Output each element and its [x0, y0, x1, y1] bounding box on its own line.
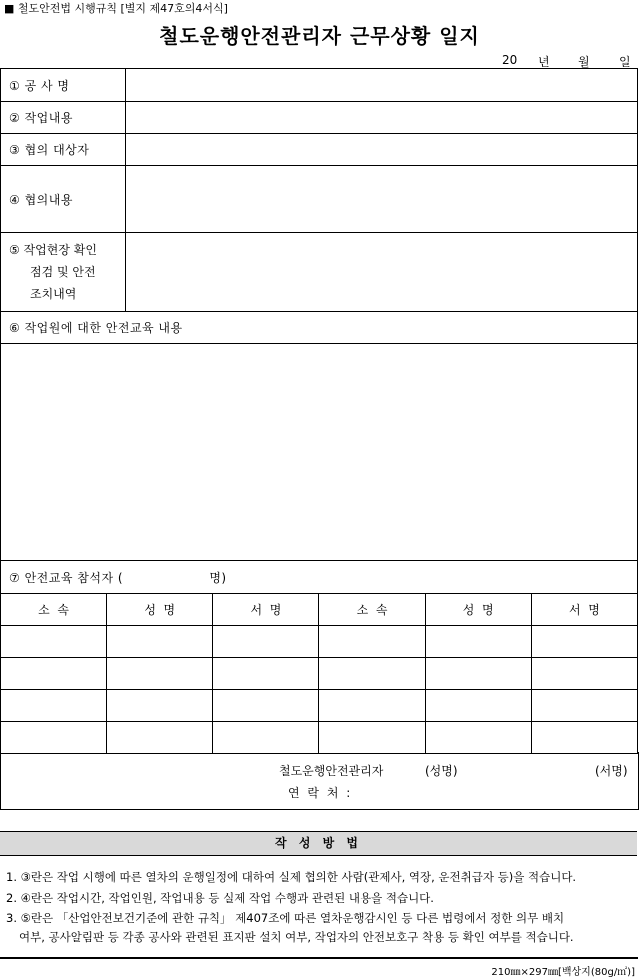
note-2: 2. ④란은 작업시간, 작업인원, 작업내용 등 실제 작업 수행과 관련된 내용을 적습니다.: [6, 891, 434, 905]
attendee-cell[interactable]: [107, 626, 213, 658]
col-sign-1: 서 명: [213, 594, 319, 626]
attendee-header-row: [1, 594, 638, 626]
attendee-cell[interactable]: [1, 626, 107, 658]
row-project-name: [1, 69, 638, 102]
note-3: 3. ⑤란은 「산업안전보건기준에 관한 규칙」 제407조에 따른 열차운행감시인 등 다른 법령에서 정한 의무 배치: [6, 911, 565, 925]
contact-label[interactable]: 연 락 처 :: [288, 786, 353, 800]
safety-edu-field[interactable]: [1, 344, 638, 561]
date-line: [0, 53, 639, 67]
attendee-cell[interactable]: [531, 658, 637, 690]
row-site-check: [1, 233, 638, 312]
attendee-cell[interactable]: [531, 626, 637, 658]
attendee-cell[interactable]: [319, 626, 425, 658]
attendee-cell[interactable]: [1, 722, 107, 754]
attendee-cell[interactable]: [425, 658, 531, 690]
attendee-cell[interactable]: [213, 722, 319, 754]
writing-method-title: 작 성 방 법: [0, 831, 637, 856]
col-affiliation-1: 소 속: [1, 594, 107, 626]
attendee-table: [0, 593, 638, 754]
consult-target-field[interactable]: [126, 134, 638, 166]
site-check-label-line3: 조치내역: [30, 287, 77, 301]
site-check-field[interactable]: [126, 233, 638, 312]
page-title: 철도운행안전관리자 근무상황 일지: [159, 24, 480, 48]
attendee-row: [1, 658, 638, 690]
safety-edu-label: ⑥ 작업원에 대한 안전교육 내용: [1, 312, 638, 344]
date-day-label: 일: [619, 55, 631, 69]
attendee-cell[interactable]: [531, 722, 637, 754]
project-name-label: ① 공 사 명: [1, 69, 126, 102]
attendee-row: [1, 626, 638, 658]
work-content-field[interactable]: [126, 102, 638, 134]
attendee-cell[interactable]: [319, 722, 425, 754]
date-month-label: 월: [578, 55, 590, 69]
attendee-cell[interactable]: [107, 690, 213, 722]
attendee-row: [1, 690, 638, 722]
date-year-prefix: 20: [502, 53, 518, 67]
manager-label: 철도운행안전관리자: [279, 764, 384, 778]
row-consult-target: [1, 134, 638, 166]
col-sign-2: 서 명: [531, 594, 637, 626]
site-check-label-line2: 점검 및 안전: [30, 265, 96, 279]
row-safety-edu-header: [1, 312, 638, 344]
date-year-label: 년: [538, 55, 550, 69]
attendees-label: ⑦ 안전교육 참석자 ( 명): [1, 561, 638, 594]
site-check-label: [1, 233, 126, 312]
consult-content-label: ④ 협의내용: [1, 166, 126, 233]
consult-target-label: ③ 협의 대상자: [1, 134, 126, 166]
row-work-content: [1, 102, 638, 134]
manager-sign-label[interactable]: (서명): [595, 764, 628, 778]
attendee-cell[interactable]: [425, 626, 531, 658]
row-attendees-header: [1, 561, 638, 594]
row-safety-edu-content: [1, 344, 638, 561]
attendee-cell[interactable]: [213, 658, 319, 690]
consult-content-field[interactable]: [126, 166, 638, 233]
log-form-table: [0, 68, 638, 594]
attendee-cell[interactable]: [531, 690, 637, 722]
attendee-cell[interactable]: [1, 658, 107, 690]
col-name-2: 성 명: [425, 594, 531, 626]
note-1: 1. ③란은 작업 시행에 따른 열차의 운행일정에 대하여 실제 협의한 사람(관제사, 역장, 운전취급자 등)을 적습니다.: [6, 870, 577, 884]
note-3-continued: 여부, 공사알림판 등 각종 공사와 관련된 표지판 설치 여부, 작업자의 안전보호구 착용 등 확인 여부를 적습니다.: [19, 930, 574, 944]
work-content-label: ② 작업내용: [1, 102, 126, 134]
attendee-cell[interactable]: [425, 722, 531, 754]
signature-box: [0, 752, 639, 810]
paper-spec: 210㎜×297㎜[백상지(80g/㎡)]: [491, 967, 635, 978]
project-name-field[interactable]: [126, 69, 638, 102]
col-name-1: 성 명: [107, 594, 213, 626]
attendee-cell[interactable]: [425, 690, 531, 722]
attendee-cell[interactable]: [213, 626, 319, 658]
bottom-divider: [0, 957, 638, 959]
attendee-cell[interactable]: [107, 658, 213, 690]
attendee-cell[interactable]: [319, 658, 425, 690]
col-affiliation-2: 소 속: [319, 594, 425, 626]
attendee-cell[interactable]: [107, 722, 213, 754]
manager-name-label[interactable]: (성명): [425, 764, 458, 778]
attendee-cell[interactable]: [213, 690, 319, 722]
row-consult-content: [1, 166, 638, 233]
attendee-row: [1, 722, 638, 754]
form-header-note: ■ 철도안전법 시행규칙 [별지 제47호의4서식]: [4, 2, 228, 15]
site-check-label-line1: ⑤ 작업현장 확인: [9, 243, 97, 257]
attendee-cell[interactable]: [1, 690, 107, 722]
attendee-cell[interactable]: [319, 690, 425, 722]
